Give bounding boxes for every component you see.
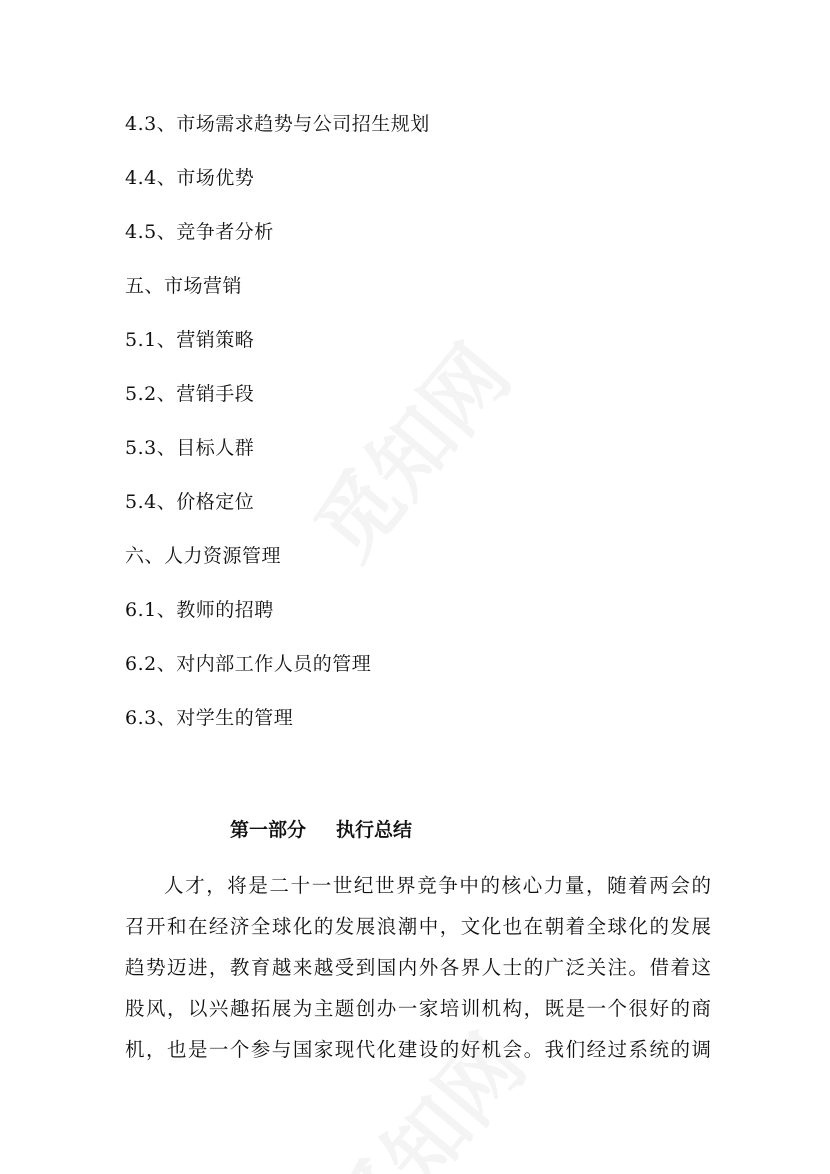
- toc-item: 5.4、价格定位: [125, 491, 255, 513]
- watermark: [299, 1007, 547, 1174]
- section-part-label: 第一部分: [230, 819, 307, 841]
- toc-item: 6.1、教师的招聘: [125, 599, 274, 621]
- section-title: 执行总结: [336, 819, 413, 841]
- paragraph-line: 趋势迈进，教育越来越受到国内外各界人士的广泛关注。借着这: [125, 956, 711, 979]
- toc-item: 五、市场营销: [125, 275, 243, 297]
- toc-item: 5.2、营销手段: [125, 383, 255, 405]
- section-heading: [230, 818, 412, 842]
- paragraph-line: 机，也是一个参与国家现代化建设的好机会。我们经过系统的调: [125, 1038, 711, 1061]
- toc-item: 6.3、对学生的管理: [125, 707, 294, 729]
- toc-item: 4.5、竞争者分析: [125, 221, 274, 243]
- toc-item: 5.1、营销策略: [125, 329, 255, 351]
- paragraph-line: 召开和在经济全球化的发展浪潮中，文化也在朝着全球化的发展: [125, 915, 711, 938]
- paragraph-line: 人才，将是二十一世纪世界竞争中的核心力量，随着两会的: [164, 874, 711, 897]
- toc-item: 4.4、市场优势: [125, 167, 255, 189]
- toc-item: 4.3、市场需求趋势与公司招生规划: [125, 113, 430, 135]
- toc-item: 5.3、目标人群: [125, 437, 255, 459]
- toc-item: 六、人力资源管理: [125, 545, 282, 567]
- toc-item: 6.2、对内部工作人员的管理: [125, 653, 372, 675]
- paragraph-line: 股风，以兴趣拓展为主题创办一家培训机构，既是一个很好的商: [125, 997, 711, 1020]
- watermark: [284, 317, 532, 581]
